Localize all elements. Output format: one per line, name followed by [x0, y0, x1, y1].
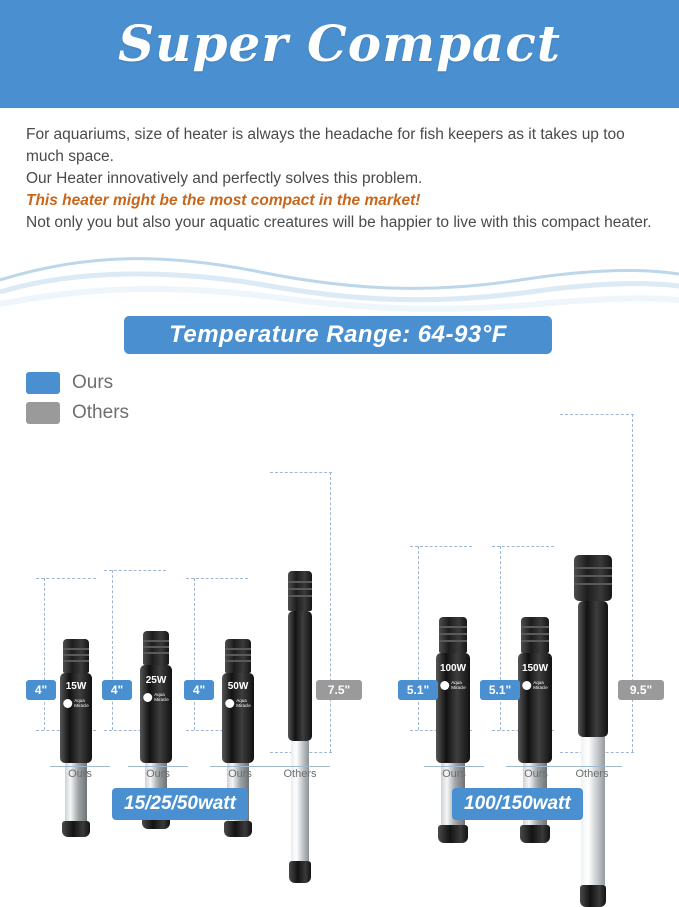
intro-text-block	[26, 124, 662, 234]
cap-icon	[574, 555, 612, 601]
brand-logo	[225, 699, 251, 708]
base-rule-50w	[210, 766, 270, 767]
brand-dot-icon	[63, 699, 72, 708]
cap-icon	[288, 571, 312, 611]
heater-others-75	[288, 611, 312, 741]
measure-vert-others-small	[330, 472, 331, 752]
group-badge-small: 15/25/50watt	[112, 788, 248, 820]
temperature-range-badge	[124, 316, 552, 354]
heater-body	[578, 601, 608, 737]
measure-guide-top-others-large	[560, 414, 634, 415]
wattage-label: 150W	[521, 663, 549, 674]
brand-dot-icon	[225, 699, 234, 708]
wattage-label: 25W	[145, 675, 167, 686]
legend-label-others: Others	[72, 402, 130, 423]
cap-icon	[521, 617, 549, 653]
heater-100w	[436, 653, 470, 763]
cap-icon	[63, 639, 89, 673]
size-pill-25w: 4"	[102, 680, 132, 700]
intro-highlight: This heater might be the most compact in the market!	[26, 192, 421, 209]
heater-15w	[60, 673, 92, 763]
product-comparison-stage	[0, 400, 679, 849]
base-label-50w: Ours	[228, 768, 252, 780]
measure-vert-15w	[44, 578, 45, 730]
heater-foot	[520, 825, 550, 843]
glass-tube	[581, 737, 605, 885]
legend-swatch-ours-icon	[26, 372, 60, 394]
cap-icon	[143, 631, 169, 665]
measure-vert-others-large	[632, 414, 633, 752]
heater-body	[140, 665, 172, 763]
wattage-label: 50W	[227, 681, 249, 692]
brand-text: Aqua Miracle	[154, 692, 169, 702]
size-pill-15w: 4"	[26, 680, 56, 700]
measure-guide-top-15w	[36, 578, 96, 579]
heater-others-95	[578, 601, 608, 737]
heater-25w	[140, 665, 172, 763]
base-label-25w: Ours	[146, 768, 170, 780]
measure-vert-150w	[500, 546, 501, 730]
heater-body	[222, 673, 254, 763]
brand-dot-icon	[522, 681, 531, 690]
cap-icon	[439, 617, 467, 653]
wattage-label: 15W	[65, 681, 87, 692]
base-rule-others-75	[270, 766, 330, 767]
heater-foot	[224, 821, 252, 837]
brand-text: Aqua Miracle	[74, 698, 89, 708]
brand-text: Aqua Miracle	[451, 680, 466, 690]
heater-150w	[518, 653, 552, 763]
intro-line-1: For aquariums, size of heater is always the headache for fish keepers as it takes up too much space.	[26, 126, 625, 165]
measure-guide-top-150w	[492, 546, 554, 547]
base-rule-100w	[424, 766, 484, 767]
heater-foot	[289, 861, 311, 883]
heater-foot	[62, 821, 90, 837]
brand-logo	[143, 693, 169, 702]
heater-body	[518, 653, 552, 763]
glass-tube	[291, 741, 309, 861]
group-badge-large: 100/150watt	[452, 788, 583, 820]
wave-icon	[0, 246, 679, 314]
size-pill-others-95: 9.5"	[618, 680, 664, 700]
page-title: Super Compact	[118, 14, 561, 73]
measure-guide-top-50w	[186, 578, 248, 579]
base-rule-others-95	[562, 766, 622, 767]
brand-dot-icon	[143, 693, 152, 702]
measure-guide-top-others-small	[270, 472, 332, 473]
base-label-150w: Ours	[524, 768, 548, 780]
base-rule-150w	[506, 766, 566, 767]
measure-guide-top-100w	[410, 546, 472, 547]
base-rule-15w	[50, 766, 110, 767]
measure-vert-50w	[194, 578, 195, 730]
size-pill-100w: 5.1"	[398, 680, 438, 700]
brand-logo	[440, 681, 466, 690]
wattage-label: 100W	[439, 663, 467, 674]
base-label-100w: Ours	[442, 768, 466, 780]
heater-foot	[438, 825, 468, 843]
header-banner	[0, 0, 679, 108]
brand-text: Aqua Miracle	[533, 680, 548, 690]
size-pill-others-75: 7.5"	[316, 680, 362, 700]
intro-line-3: Not only you but also your aquatic creatures will be happier to live with this compact heater.	[26, 214, 652, 231]
legend-label-ours: Ours	[72, 372, 114, 393]
brand-logo	[522, 681, 548, 690]
base-rule-25w	[128, 766, 188, 767]
base-label-others-95: Others	[575, 768, 609, 780]
size-pill-150w: 5.1"	[480, 680, 520, 700]
base-label-15w: Ours	[68, 768, 92, 780]
brand-text: Aqua Miracle	[236, 698, 251, 708]
heater-body	[288, 611, 312, 741]
legend-item-ours	[26, 372, 129, 394]
size-pill-50w: 4"	[184, 680, 214, 700]
brand-dot-icon	[440, 681, 449, 690]
heater-foot	[580, 885, 606, 907]
measure-vert-100w	[418, 546, 419, 730]
measure-vert-25w	[112, 570, 113, 730]
wave-decoration	[0, 246, 679, 314]
heater-body	[60, 673, 92, 763]
heater-body	[436, 653, 470, 763]
temperature-range-label: Temperature Range: 64-93°F	[169, 321, 507, 348]
intro-line-2: Our Heater innovatively and perfectly solves this problem.	[26, 170, 423, 187]
base-label-others-75: Others	[283, 768, 317, 780]
brand-logo	[63, 699, 89, 708]
heater-50w	[222, 673, 254, 763]
measure-guide-top-25w	[104, 570, 166, 571]
cap-icon	[225, 639, 251, 673]
